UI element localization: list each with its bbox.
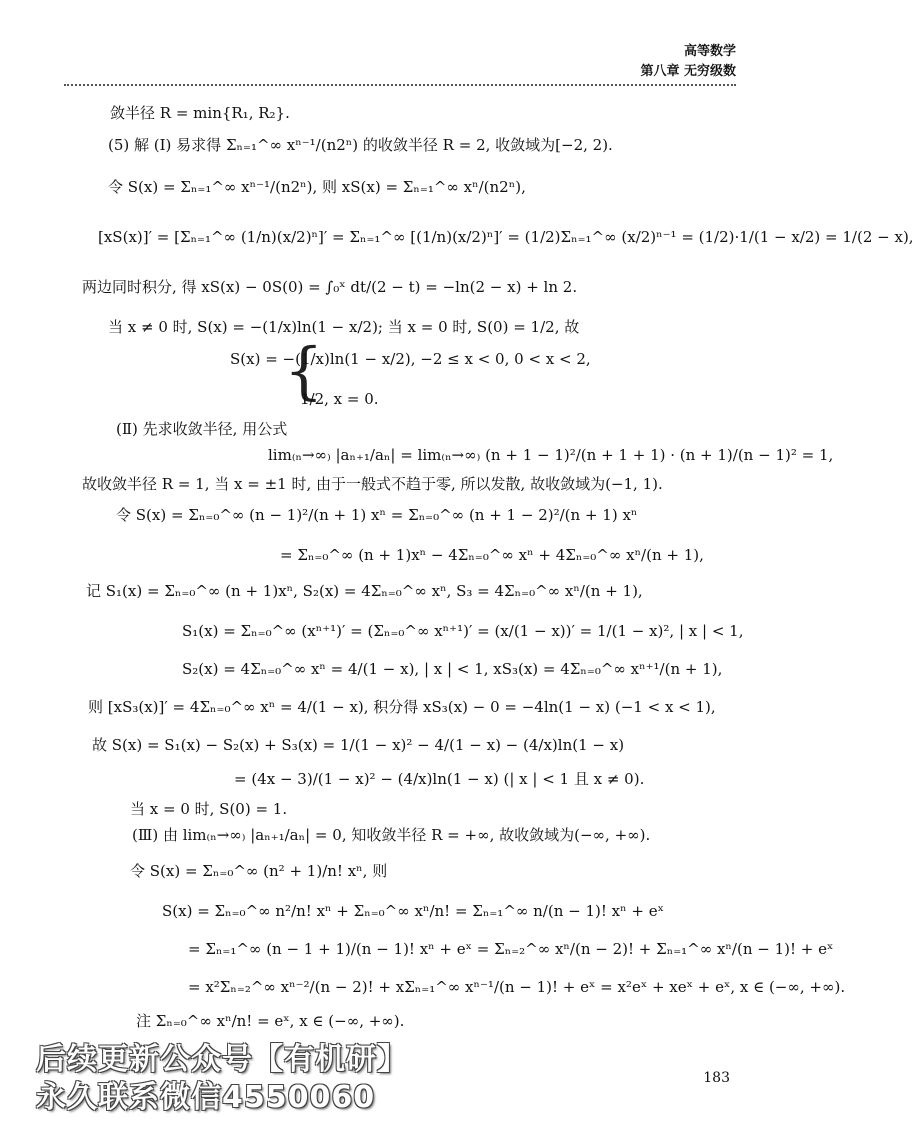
equation-line: = Σₙ₌₁^∞ (n − 1 + 1)/(n − 1)! xⁿ + eˣ = Σₙ₌₂^∞ xⁿ/(n − 2)! + Σₙ₌₁^∞ xⁿ/(n − 1)! + eˣ [188, 940, 834, 958]
text-line: 令 S(x) = Σₙ₌₁^∞ xⁿ⁻¹/(n2ⁿ), 则 xS(x) = Σₙ₌₁^∞ xⁿ/(n2ⁿ), [108, 178, 526, 196]
equation-line: = Σₙ₌₀^∞ (n + 1)xⁿ − 4Σₙ₌₀^∞ xⁿ + 4Σₙ₌₀^∞ xⁿ/(n + 1), [280, 546, 704, 564]
watermark-line-1: 后续更新公众号【有机研】 [36, 1042, 408, 1077]
text-line: 当 x = 0 时, S(0) = 1. [130, 800, 288, 818]
text-line: 故收敛半径 R = 1, 当 x = ±1 时, 由于一般式不趋于零, 所以发散, 故收敛域为(−1, 1). [82, 475, 663, 493]
equation-line: = (4x − 3)/(1 − x)² − (4/x)ln(1 − x) (| x | < 1 且 x ≠ 0). [234, 770, 645, 788]
equation-line: 则 [xS₃(x)]′ = 4Σₙ₌₀^∞ xⁿ = 4/(1 − x), 积分得 xS₃(x) − 0 = −4ln(1 − x) (−1 < x < 1), [88, 698, 716, 716]
piecewise-brace-icon: { [284, 334, 324, 407]
text-line: 当 x ≠ 0 时, S(x) = −(1/x)ln(1 − x/2); 当 x = 0 时, S(0) = 1/2, 故 [108, 318, 580, 336]
book-title: 高等数学 [683, 44, 736, 59]
text-line: (Ⅱ) 先求收敛半径, 用公式 [116, 420, 288, 438]
text-line: 敛半径 R = min{R₁, R₂}. [110, 104, 290, 122]
text-line: 两边同时积分, 得 xS(x) − 0S(0) = ∫₀ˣ dt/(2 − t) = −ln(2 − x) + ln 2. [82, 278, 578, 296]
equation-line: = x²Σₙ₌₂^∞ xⁿ⁻²/(n − 2)! + xΣₙ₌₁^∞ xⁿ⁻¹/(n − 1)! + eˣ = x²eˣ + xeˣ + eˣ, x ∈ (−∞, +∞). [188, 978, 846, 996]
equation-line: 令 S(x) = Σₙ₌₀^∞ (n − 1)²/(n + 1) xⁿ = Σₙ₌₀^∞ (n + 1 − 2)²/(n + 1) xⁿ [116, 506, 638, 524]
equation-line: S(x) = −(1/x)ln(1 − x/2), −2 ≤ x < 0, 0 < x < 2, [230, 350, 591, 368]
equation-line: 1/2, x = 0. [300, 390, 379, 408]
text-line: 令 S(x) = Σₙ₌₀^∞ (n² + 1)/n! xⁿ, 则 [130, 862, 388, 880]
text-line: (5) 解 (Ⅰ) 易求得 Σₙ₌₁^∞ xⁿ⁻¹/(n2ⁿ) 的收敛半径 R = 2, 收敛域为[−2, 2). [108, 136, 613, 154]
chapter-title: 第八章 无穷级数 [640, 64, 736, 79]
equation-line: 记 S₁(x) = Σₙ₌₀^∞ (n + 1)xⁿ, S₂(x) = 4Σₙ₌₀^∞ xⁿ, S₃ = 4Σₙ₌₀^∞ xⁿ/(n + 1), [86, 582, 643, 600]
equation-line: lim₍ₙ→∞₎ |aₙ₊₁/aₙ| = lim₍ₙ→∞₎ (n + 1 − 1)²/(n + 1 + 1) · (n + 1)/(n − 1)² = 1, [268, 446, 834, 464]
note-line: 注 Σₙ₌₀^∞ xⁿ/n! = eˣ, x ∈ (−∞, +∞). [136, 1012, 405, 1030]
equation-line: [xS(x)]′ = [Σₙ₌₁^∞ (1/n)(x/2)ⁿ]′ = Σₙ₌₁^∞ [(1/n)(x/2)ⁿ]′ = (1/2)Σₙ₌₁^∞ (x/2)ⁿ⁻¹ = (1/2)·1/(1 − x/2) = 1/(2 − x), [98, 228, 914, 246]
running-header [640, 42, 736, 82]
equation-line: S(x) = Σₙ₌₀^∞ n²/n! xⁿ + Σₙ₌₀^∞ xⁿ/n! = Σₙ₌₁^∞ n/(n − 1)! xⁿ + eˣ [162, 902, 664, 920]
text-line: (Ⅲ) 由 lim₍ₙ→∞₎ |aₙ₊₁/aₙ| = 0, 知收敛半径 R = +∞, 故收敛域为(−∞, +∞). [132, 826, 651, 844]
equation-line: 故 S(x) = S₁(x) − S₂(x) + S₃(x) = 1/(1 − x)² − 4/(1 − x) − (4/x)ln(1 − x) [92, 736, 625, 754]
header-divider [64, 84, 736, 86]
equation-line: S₁(x) = Σₙ₌₀^∞ (xⁿ⁺¹)′ = (Σₙ₌₀^∞ xⁿ⁺¹)′ = (x/(1 − x))′ = 1/(1 − x)², | x | < 1, [182, 622, 744, 640]
watermark-line-2: 永久联系微信4550060 [36, 1080, 376, 1115]
page-number: 183 [703, 1070, 730, 1086]
equation-line: S₂(x) = 4Σₙ₌₀^∞ xⁿ = 4/(1 − x), | x | < 1, xS₃(x) = 4Σₙ₌₀^∞ xⁿ⁺¹/(n + 1), [182, 660, 723, 678]
